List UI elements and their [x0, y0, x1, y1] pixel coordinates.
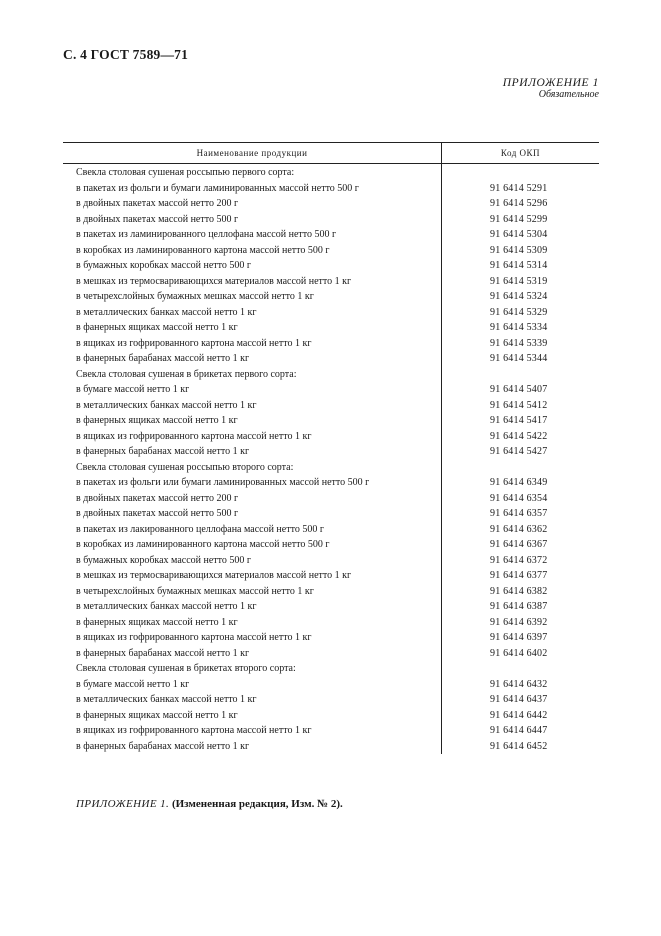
- product-name-cell: в коробках из ламинированного картона массой нетто 500 г: [63, 243, 442, 259]
- product-name-cell: в пакетах из фольги или бумаги ламинированных массой нетто 500 г: [63, 475, 442, 491]
- table-group-row: [63, 460, 599, 476]
- okp-code-cell: [442, 367, 600, 383]
- product-name-cell: в металлических банках массой нетто 1 кг: [63, 398, 442, 414]
- okp-code-cell: 91 6414 5291: [490, 182, 548, 194]
- table-row: [63, 615, 599, 631]
- table-row: [63, 568, 599, 584]
- table-row: [63, 336, 599, 352]
- table-row: [63, 630, 599, 646]
- okp-code-cell: 91 6414 5422: [490, 430, 548, 442]
- table-row: [63, 739, 599, 755]
- table-row: [63, 212, 599, 228]
- product-name-cell: в пакетах из фольги и бумаги ламинированных массой нетто 500 г: [63, 181, 442, 197]
- table-row: [63, 677, 599, 693]
- product-name-cell: Свекла столовая сушеная россыпью первого сорта:: [63, 164, 442, 181]
- product-name-cell: в ящиках из гофрированного картона массой нетто 1 кг: [63, 630, 442, 646]
- column-header-product-name: Наименование продукции: [63, 143, 442, 164]
- table-row: [63, 692, 599, 708]
- table-row: [63, 444, 599, 460]
- product-name-cell: Свекла столовая сушеная в брикетах первого сорта:: [63, 367, 442, 383]
- okp-code-cell: 91 6414 5407: [490, 384, 548, 395]
- table-row: [63, 351, 599, 367]
- okp-code-cell: 91 6414 6372: [490, 554, 548, 566]
- product-name-cell: в бумаге массой нетто 1 кг: [63, 677, 442, 693]
- okp-code-cell: [442, 164, 600, 181]
- page-header: С. 4 ГОСТ 7589—71: [63, 47, 189, 62]
- amendment-note: [76, 798, 343, 810]
- okp-code-cell: [442, 661, 600, 677]
- okp-code-cell: [442, 460, 600, 476]
- table-row: [63, 181, 599, 197]
- product-name-cell: в двойных пакетах массой нетто 200 г: [63, 196, 442, 212]
- table-body: [63, 164, 599, 755]
- product-name-cell: в коробках из ламинированного картона массой нетто 500 г: [63, 537, 442, 553]
- product-name-cell: в металлических банках массой нетто 1 кг: [63, 599, 442, 615]
- okp-code-cell: 91 6414 5309: [490, 244, 548, 256]
- table-row: [63, 305, 599, 321]
- okp-code-cell: 91 6414 5299: [490, 213, 548, 225]
- product-name-cell: в металлических банках массой нетто 1 кг: [63, 305, 442, 321]
- product-name-cell: в ящиках из гофрированного картона массой нетто 1 кг: [63, 723, 442, 739]
- product-name-cell: в фанерных барабанах массой нетто 1 кг: [63, 646, 442, 662]
- okp-code-cell: 91 6414 6382: [490, 585, 548, 597]
- okp-code-cell: 91 6414 6397: [490, 632, 548, 643]
- product-name-cell: в металлических банках массой нетто 1 кг: [63, 692, 442, 708]
- product-name-cell: в четырехслойных бумажных мешках массой нетто 1 кг: [63, 584, 442, 600]
- table-row: [63, 274, 599, 290]
- okp-code-cell: 91 6414 6452: [490, 740, 548, 752]
- table-row: [63, 475, 599, 491]
- table-row: [63, 289, 599, 305]
- okp-code-cell: 91 6414 6377: [490, 570, 548, 581]
- okp-code-cell: 91 6414 5334: [490, 322, 548, 333]
- okp-code-cell: 91 6414 6442: [490, 709, 548, 721]
- table-group-row: [63, 367, 599, 383]
- product-name-cell: в бумажных коробках массой нетто 500 г: [63, 553, 442, 569]
- okp-code-cell: 91 6414 5417: [490, 415, 548, 426]
- table-row: [63, 584, 599, 600]
- okp-code-cell: 91 6414 6392: [490, 616, 548, 628]
- product-name-cell: Свекла столовая сушеная россыпью второго сорта:: [63, 460, 442, 476]
- okp-code-cell: 91 6414 6447: [490, 725, 548, 736]
- product-name-cell: в пакетах из ламинированного целлофана массой нетто 500 г: [63, 227, 442, 243]
- table-row: [63, 553, 599, 569]
- column-header-okp-code: Код ОКП: [442, 143, 600, 164]
- okp-code-cell: 91 6414 6367: [490, 539, 548, 550]
- table-row: [63, 522, 599, 538]
- okp-code-cell: 91 6414 6349: [490, 477, 548, 488]
- okp-code-cell: 91 6414 5329: [490, 306, 548, 318]
- table-row: [63, 258, 599, 274]
- product-name-cell: в четырехслойных бумажных мешках массой нетто 1 кг: [63, 289, 442, 305]
- product-name-cell: в мешках из термосваривающихся материалов массой нетто 1 кг: [63, 274, 442, 290]
- table-row: [63, 506, 599, 522]
- okp-code-cell: 91 6414 5314: [490, 260, 548, 271]
- okp-code-cell: 91 6414 6437: [490, 694, 548, 705]
- table-header-row: [63, 143, 599, 164]
- product-name-cell: в мешках из термосваривающихся материалов массой нетто 1 кг: [63, 568, 442, 584]
- table-row: [63, 599, 599, 615]
- okp-code-cell: 91 6414 5319: [490, 275, 548, 287]
- table-row: [63, 243, 599, 259]
- table-row: [63, 398, 599, 414]
- product-name-cell: в двойных пакетах массой нетто 500 г: [63, 212, 442, 228]
- table-row: [63, 413, 599, 429]
- table-row: [63, 382, 599, 398]
- amendment-note-revision: (Измененная редакция, Изм. № 2).: [171, 798, 343, 810]
- okp-code-cell: 91 6414 6357: [490, 508, 548, 519]
- okp-code-cell: 91 6414 5304: [490, 229, 548, 240]
- okp-code-cell: 91 6414 5339: [490, 337, 548, 349]
- product-name-cell: в бумажных коробках массой нетто 500 г: [63, 258, 442, 274]
- okp-code-cell: 91 6414 5296: [490, 198, 548, 209]
- amendment-note-appendix-ref: ПРИЛОЖЕНИЕ 1.: [76, 798, 170, 810]
- product-name-cell: в фанерных ящиках массой нетто 1 кг: [63, 708, 442, 724]
- table-row: [63, 537, 599, 553]
- product-name-cell: в ящиках из гофрированного картона массой нетто 1 кг: [63, 429, 442, 445]
- product-name-cell: Свекла столовая сушеная в брикетах второго сорта:: [63, 661, 442, 677]
- product-name-cell: в ящиках из гофрированного картона массой нетто 1 кг: [63, 336, 442, 352]
- table-row: [63, 320, 599, 336]
- product-name-cell: в фанерных барабанах массой нетто 1 кг: [63, 739, 442, 755]
- product-name-cell: в бумаге массой нетто 1 кг: [63, 382, 442, 398]
- product-name-cell: в фанерных барабанах массой нетто 1 кг: [63, 444, 442, 460]
- product-code-table: [63, 142, 599, 754]
- table-group-row: [63, 661, 599, 677]
- okp-code-cell: 91 6414 5324: [490, 291, 548, 302]
- okp-code-cell: 91 6414 6402: [490, 647, 548, 659]
- table-row: [63, 196, 599, 212]
- appendix-title: ПРИЛОЖЕНИЕ 1: [502, 77, 599, 89]
- table-row: [63, 227, 599, 243]
- okp-code-cell: 91 6414 6432: [490, 678, 548, 690]
- okp-code-cell: 91 6414 5427: [490, 446, 548, 457]
- table-group-row: [63, 164, 599, 181]
- appendix-subtitle: Обязательное: [538, 89, 599, 100]
- appendix-heading: [503, 77, 599, 101]
- okp-code-cell: 91 6414 6387: [490, 601, 548, 612]
- product-name-cell: в фанерных ящиках массой нетто 1 кг: [63, 413, 442, 429]
- table-row: [63, 491, 599, 507]
- product-name-cell: в двойных пакетах массой нетто 200 г: [63, 491, 442, 507]
- product-name-cell: в фанерных ящиках массой нетто 1 кг: [63, 615, 442, 631]
- product-name-cell: в пакетах из лакированного целлофана массой нетто 500 г: [63, 522, 442, 538]
- product-name-cell: в фанерных ящиках массой нетто 1 кг: [63, 320, 442, 336]
- table-row: [63, 723, 599, 739]
- table-row: [63, 429, 599, 445]
- okp-code-cell: 91 6414 6362: [490, 523, 548, 535]
- product-name-cell: в двойных пакетах массой нетто 500 г: [63, 506, 442, 522]
- table-row: [63, 646, 599, 662]
- okp-code-cell: 91 6414 5412: [490, 399, 548, 411]
- table-row: [63, 708, 599, 724]
- okp-code-cell: 91 6414 6354: [490, 492, 548, 504]
- okp-code-cell: 91 6414 5344: [490, 353, 548, 364]
- product-name-cell: в фанерных барабанах массой нетто 1 кг: [63, 351, 442, 367]
